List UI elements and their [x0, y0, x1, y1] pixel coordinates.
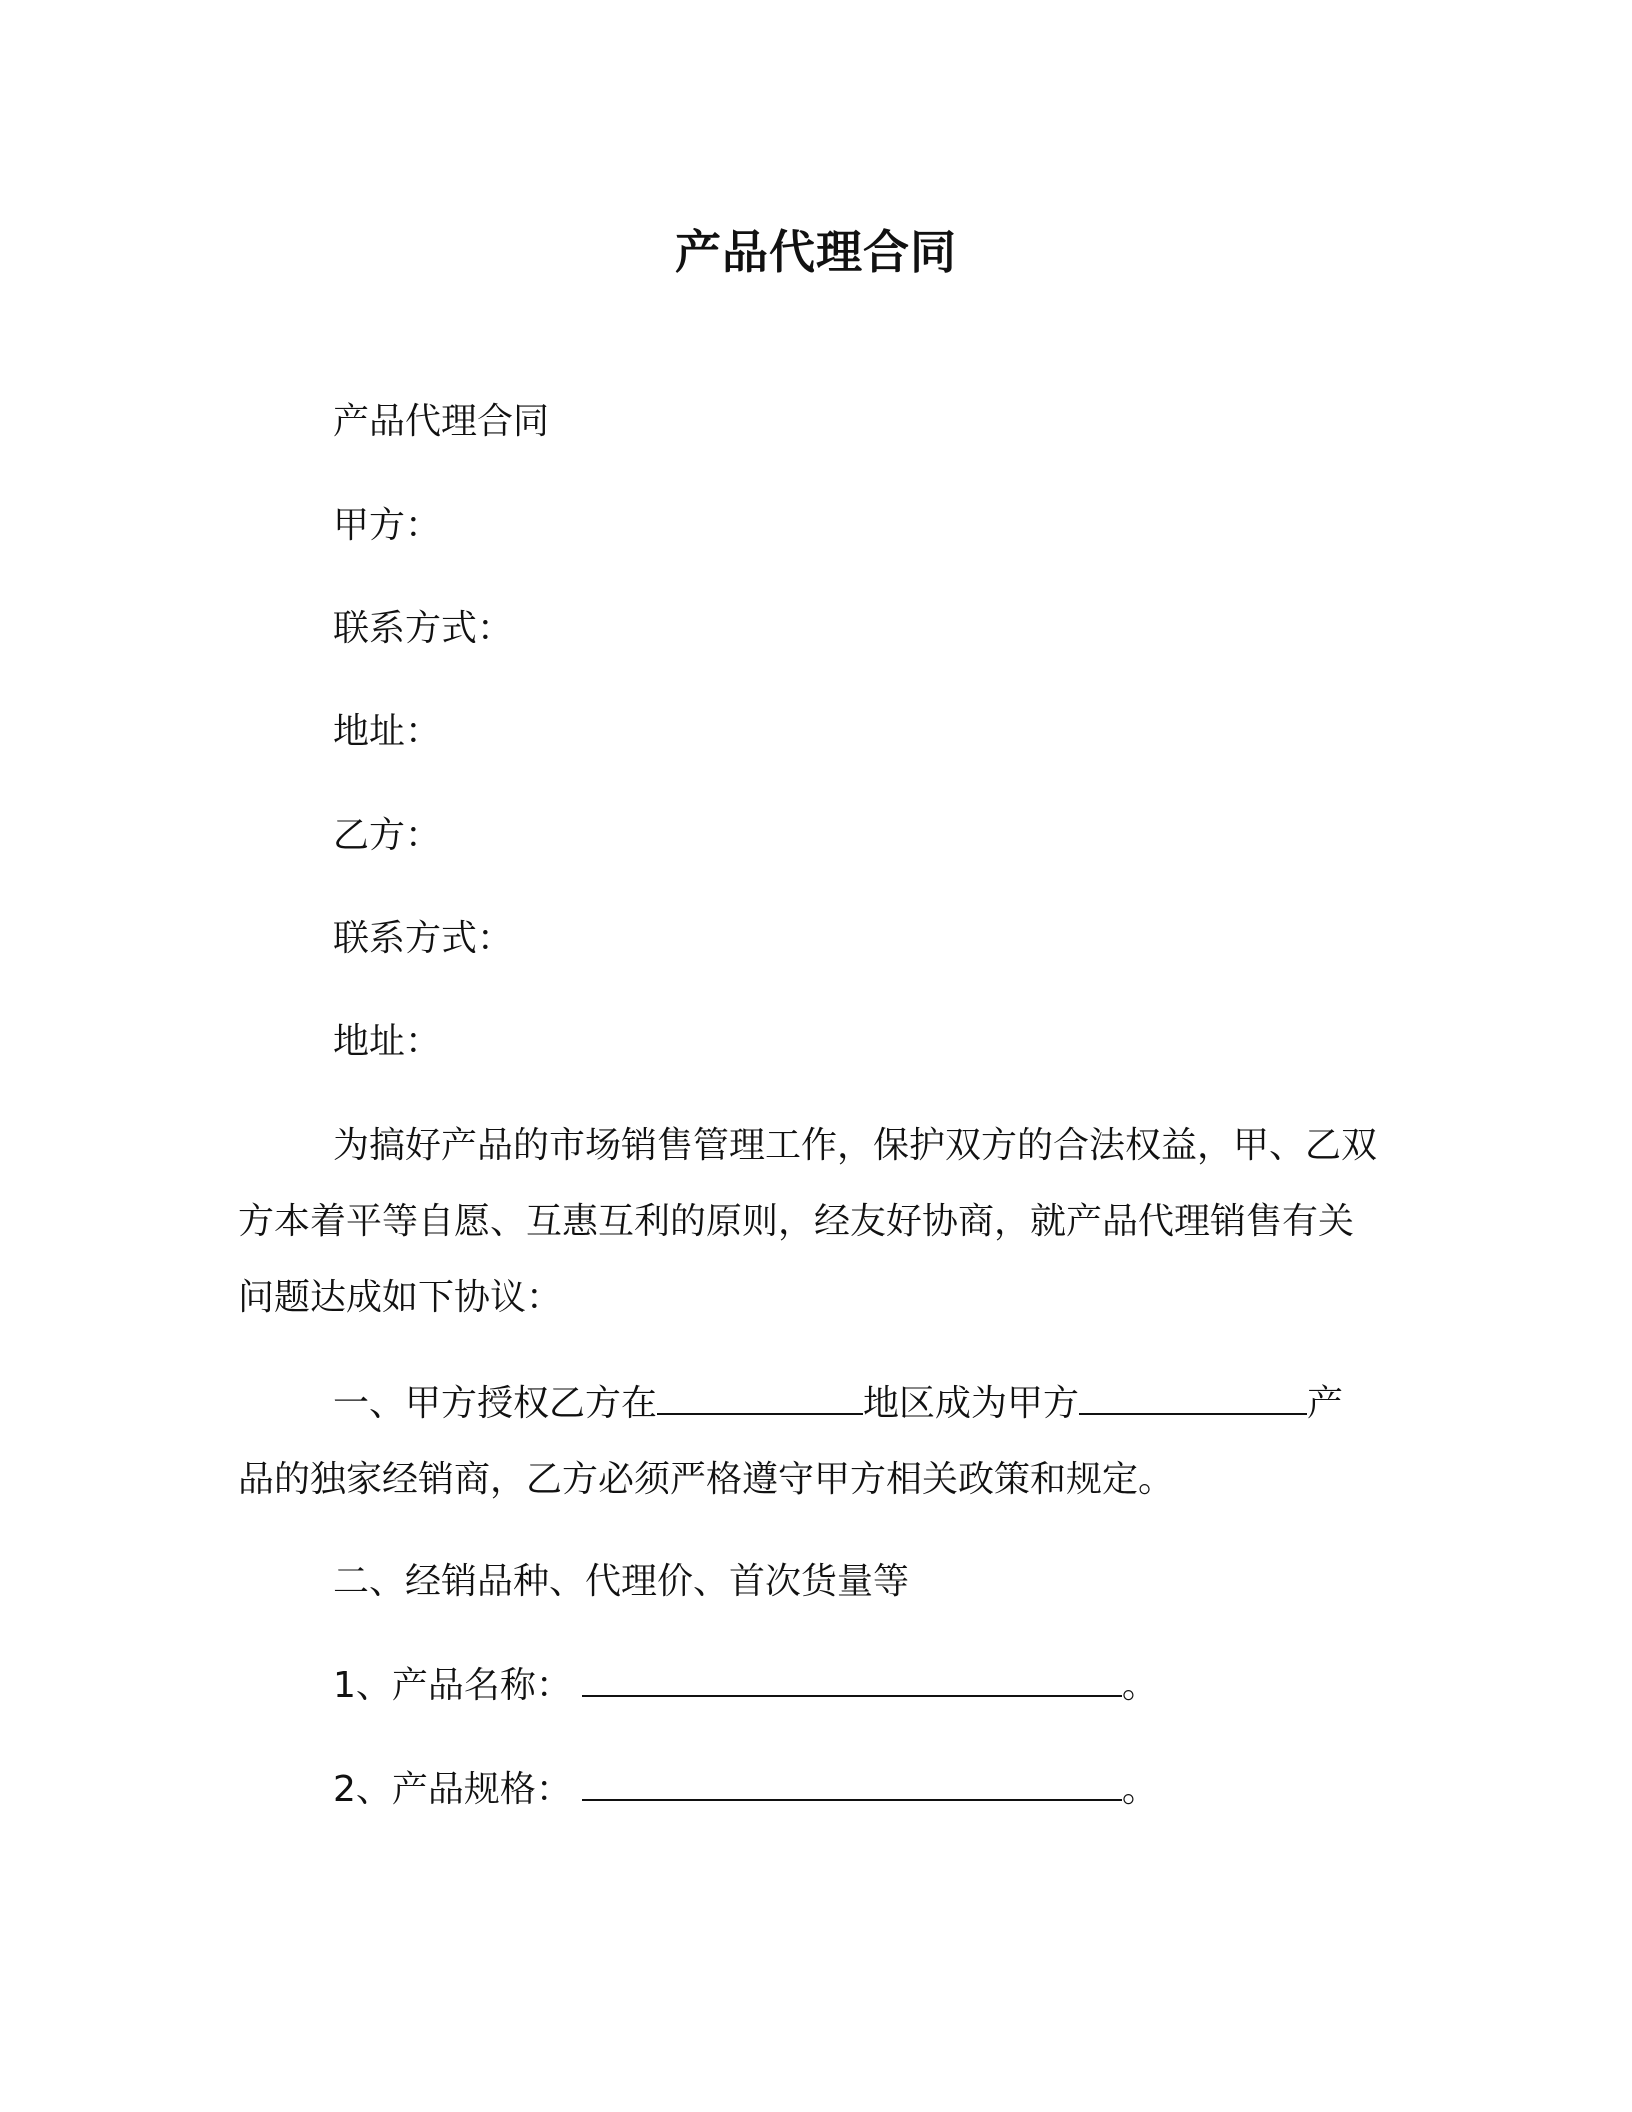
region-blank-line[interactable]: [657, 1379, 863, 1415]
product-spec-blank-line[interactable]: [582, 1765, 1122, 1801]
preamble-text: 为搞好产品的市场销售管理工作，保护双方的合法权益，甲、乙双方本着平等自愿、互惠互利的原则，经友好协商，就产品代理销售有关问题达成如下协议：: [238, 1125, 1378, 1318]
clause-1-text-middle: 地区成为甲方: [863, 1383, 1080, 1424]
preamble-paragraph: [238, 1108, 1378, 1336]
party-b-address-label: 地址：: [333, 1021, 442, 1062]
party-b-label: 乙方：: [333, 815, 442, 856]
party-a-address-label: 地址：: [333, 711, 442, 752]
party-a-contact-label: 联系方式：: [333, 608, 514, 649]
party-a-label: 甲方：: [333, 505, 442, 546]
clause-1-text-start: 一、甲方授权乙方在: [333, 1383, 658, 1424]
product-name-blank-line[interactable]: [582, 1661, 1122, 1697]
product-spec-period: 。: [1121, 1769, 1158, 1810]
product-name-line: [333, 1661, 1158, 1710]
product-spec-line: [333, 1765, 1158, 1814]
party-b-contact-label: 联系方式：: [333, 918, 514, 959]
product-name-period: 。: [1121, 1665, 1158, 1706]
clause-2-heading: 二、经销品种、代理价、首次货量等: [333, 1561, 910, 1602]
product-name-label: 1、产品名称：: [333, 1665, 572, 1706]
contract-heading: 产品代理合同: [333, 401, 550, 442]
product-spec-label: 2、产品规格：: [333, 1769, 572, 1810]
clause-1-text-end: 产品的独家经销商，乙方必须严格遵守甲方相关政策和规定。: [238, 1383, 1344, 1500]
product-blank-line[interactable]: [1079, 1379, 1307, 1415]
clause-1-paragraph: [238, 1366, 1378, 1518]
document-title: 产品代理合同: [675, 225, 957, 279]
